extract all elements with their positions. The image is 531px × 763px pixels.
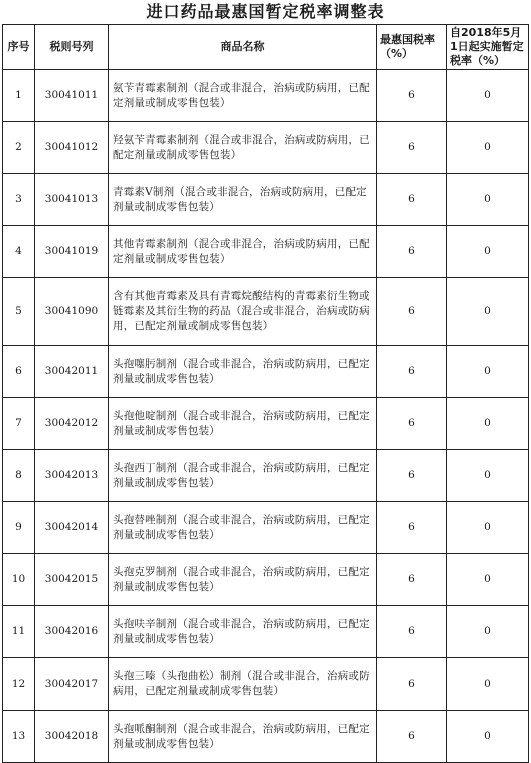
row-mfn: 6 <box>377 122 447 174</box>
row-code: 30042017 <box>35 658 109 711</box>
header-provisional-rate: 自2018年5月1日起实施暂定税率（%） <box>447 25 529 70</box>
table-row <box>3 502 529 554</box>
row-mfn: 6 <box>377 606 447 658</box>
row-name: 含有其他青霉素及具有青霉烷酸结构的青霉素衍生物或链霉素及其衍生物的药品（混合或非混合，治病或防病用，已配定剂量或制成零售包装） <box>109 278 377 346</box>
row-seq: 3 <box>3 174 35 226</box>
row-name: 氨苄青霉素制剂（混合或非混合，治病或防病用，已配定剂量或制成零售包装） <box>109 70 377 122</box>
row-code: 30042011 <box>35 346 109 398</box>
row-mfn: 6 <box>377 226 447 278</box>
row-mfn: 6 <box>377 450 447 502</box>
row-prov: 0 <box>447 658 529 711</box>
header-seq: 序号 <box>3 25 35 70</box>
row-name: 头孢他啶制剂（混合或非混合，治病或防病用，已配定剂量或制成零售包装） <box>109 398 377 450</box>
row-mfn: 6 <box>377 658 447 711</box>
row-code: 30041019 <box>35 226 109 278</box>
row-seq: 5 <box>3 278 35 346</box>
row-seq: 1 <box>3 70 35 122</box>
row-name: 头孢哌酮制剂（混合或非混合，治病或防病用，已配定剂量或制成零售包装） <box>109 711 377 763</box>
table-title: 进口药品最惠国暂定税率调整表 <box>146 2 385 21</box>
table-row <box>3 122 529 174</box>
row-prov: 0 <box>447 554 529 606</box>
table-row <box>3 346 529 398</box>
row-name: 头孢克罗制剂（混合或非混合，治病或防病用，已配定剂量或制成零售包装） <box>109 554 377 606</box>
row-mfn: 6 <box>377 278 447 346</box>
row-name: 头孢三嗪（头孢曲松）制剂（混合或非混合，治病或防病用，已配定剂量或制成零售包装） <box>109 658 377 711</box>
row-seq: 11 <box>3 606 35 658</box>
table-row <box>3 398 529 450</box>
row-prov: 0 <box>447 711 529 763</box>
row-prov: 0 <box>447 398 529 450</box>
row-seq: 10 <box>3 554 35 606</box>
row-seq: 8 <box>3 450 35 502</box>
row-code: 30041090 <box>35 278 109 346</box>
row-mfn: 6 <box>377 502 447 554</box>
row-seq: 6 <box>3 346 35 398</box>
row-prov: 0 <box>447 606 529 658</box>
row-prov: 0 <box>447 122 529 174</box>
table-row <box>3 711 529 763</box>
header-mfn-rate: 最惠国税率（%） <box>377 25 447 70</box>
table-row <box>3 278 529 346</box>
row-name: 头孢噻肟制剂（混合或非混合，治病或防病用，已配定剂量或制成零售包装） <box>109 346 377 398</box>
row-mfn: 6 <box>377 174 447 226</box>
row-seq: 4 <box>3 226 35 278</box>
row-prov: 0 <box>447 226 529 278</box>
row-prov: 0 <box>447 278 529 346</box>
tariff-table <box>2 24 529 763</box>
row-name: 其他青霉素制剂（混合或非混合，治病或防病用，已配定剂量或制成零售包装） <box>109 226 377 278</box>
row-prov: 0 <box>447 174 529 226</box>
row-prov: 0 <box>447 346 529 398</box>
table-row <box>3 70 529 122</box>
row-code: 30041012 <box>35 122 109 174</box>
row-prov: 0 <box>447 70 529 122</box>
row-code: 30042013 <box>35 450 109 502</box>
row-mfn: 6 <box>377 711 447 763</box>
row-prov: 0 <box>447 450 529 502</box>
row-seq: 2 <box>3 122 35 174</box>
row-mfn: 6 <box>377 70 447 122</box>
row-code: 30042015 <box>35 554 109 606</box>
row-prov: 0 <box>447 502 529 554</box>
row-code: 30042018 <box>35 711 109 763</box>
row-name: 头孢呋辛制剂（混合或非混合，治病或防病用，已配定剂量或制成零售包装） <box>109 606 377 658</box>
header-code: 税则号列 <box>35 25 109 70</box>
table-row <box>3 658 529 711</box>
row-seq: 7 <box>3 398 35 450</box>
table-row <box>3 174 529 226</box>
table-row <box>3 226 529 278</box>
row-code: 30041013 <box>35 174 109 226</box>
row-seq: 12 <box>3 658 35 711</box>
row-code: 30041011 <box>35 70 109 122</box>
header-row <box>3 25 529 70</box>
row-mfn: 6 <box>377 398 447 450</box>
row-seq: 13 <box>3 711 35 763</box>
row-code: 30042016 <box>35 606 109 658</box>
row-name: 羟氨苄青霉素制剂（混合或非混合，治病或防病用，已配定剂量或制成零售包装） <box>109 122 377 174</box>
row-name: 青霉素V制剂（混合或非混合，治病或防病用，已配定剂量或制成零售包装） <box>109 174 377 226</box>
table-row <box>3 554 529 606</box>
header-name: 商品名称 <box>109 25 377 70</box>
row-code: 30042012 <box>35 398 109 450</box>
row-seq: 9 <box>3 502 35 554</box>
row-mfn: 6 <box>377 346 447 398</box>
row-name: 头孢替唑制剂（混合或非混合，治病或防病用，已配定剂量或制成零售包装） <box>109 502 377 554</box>
table-row <box>3 606 529 658</box>
row-code: 30042014 <box>35 502 109 554</box>
table-row <box>3 450 529 502</box>
row-name: 头孢西丁制剂（混合或非混合，治病或防病用，已配定剂量或制成零售包装） <box>109 450 377 502</box>
row-mfn: 6 <box>377 554 447 606</box>
